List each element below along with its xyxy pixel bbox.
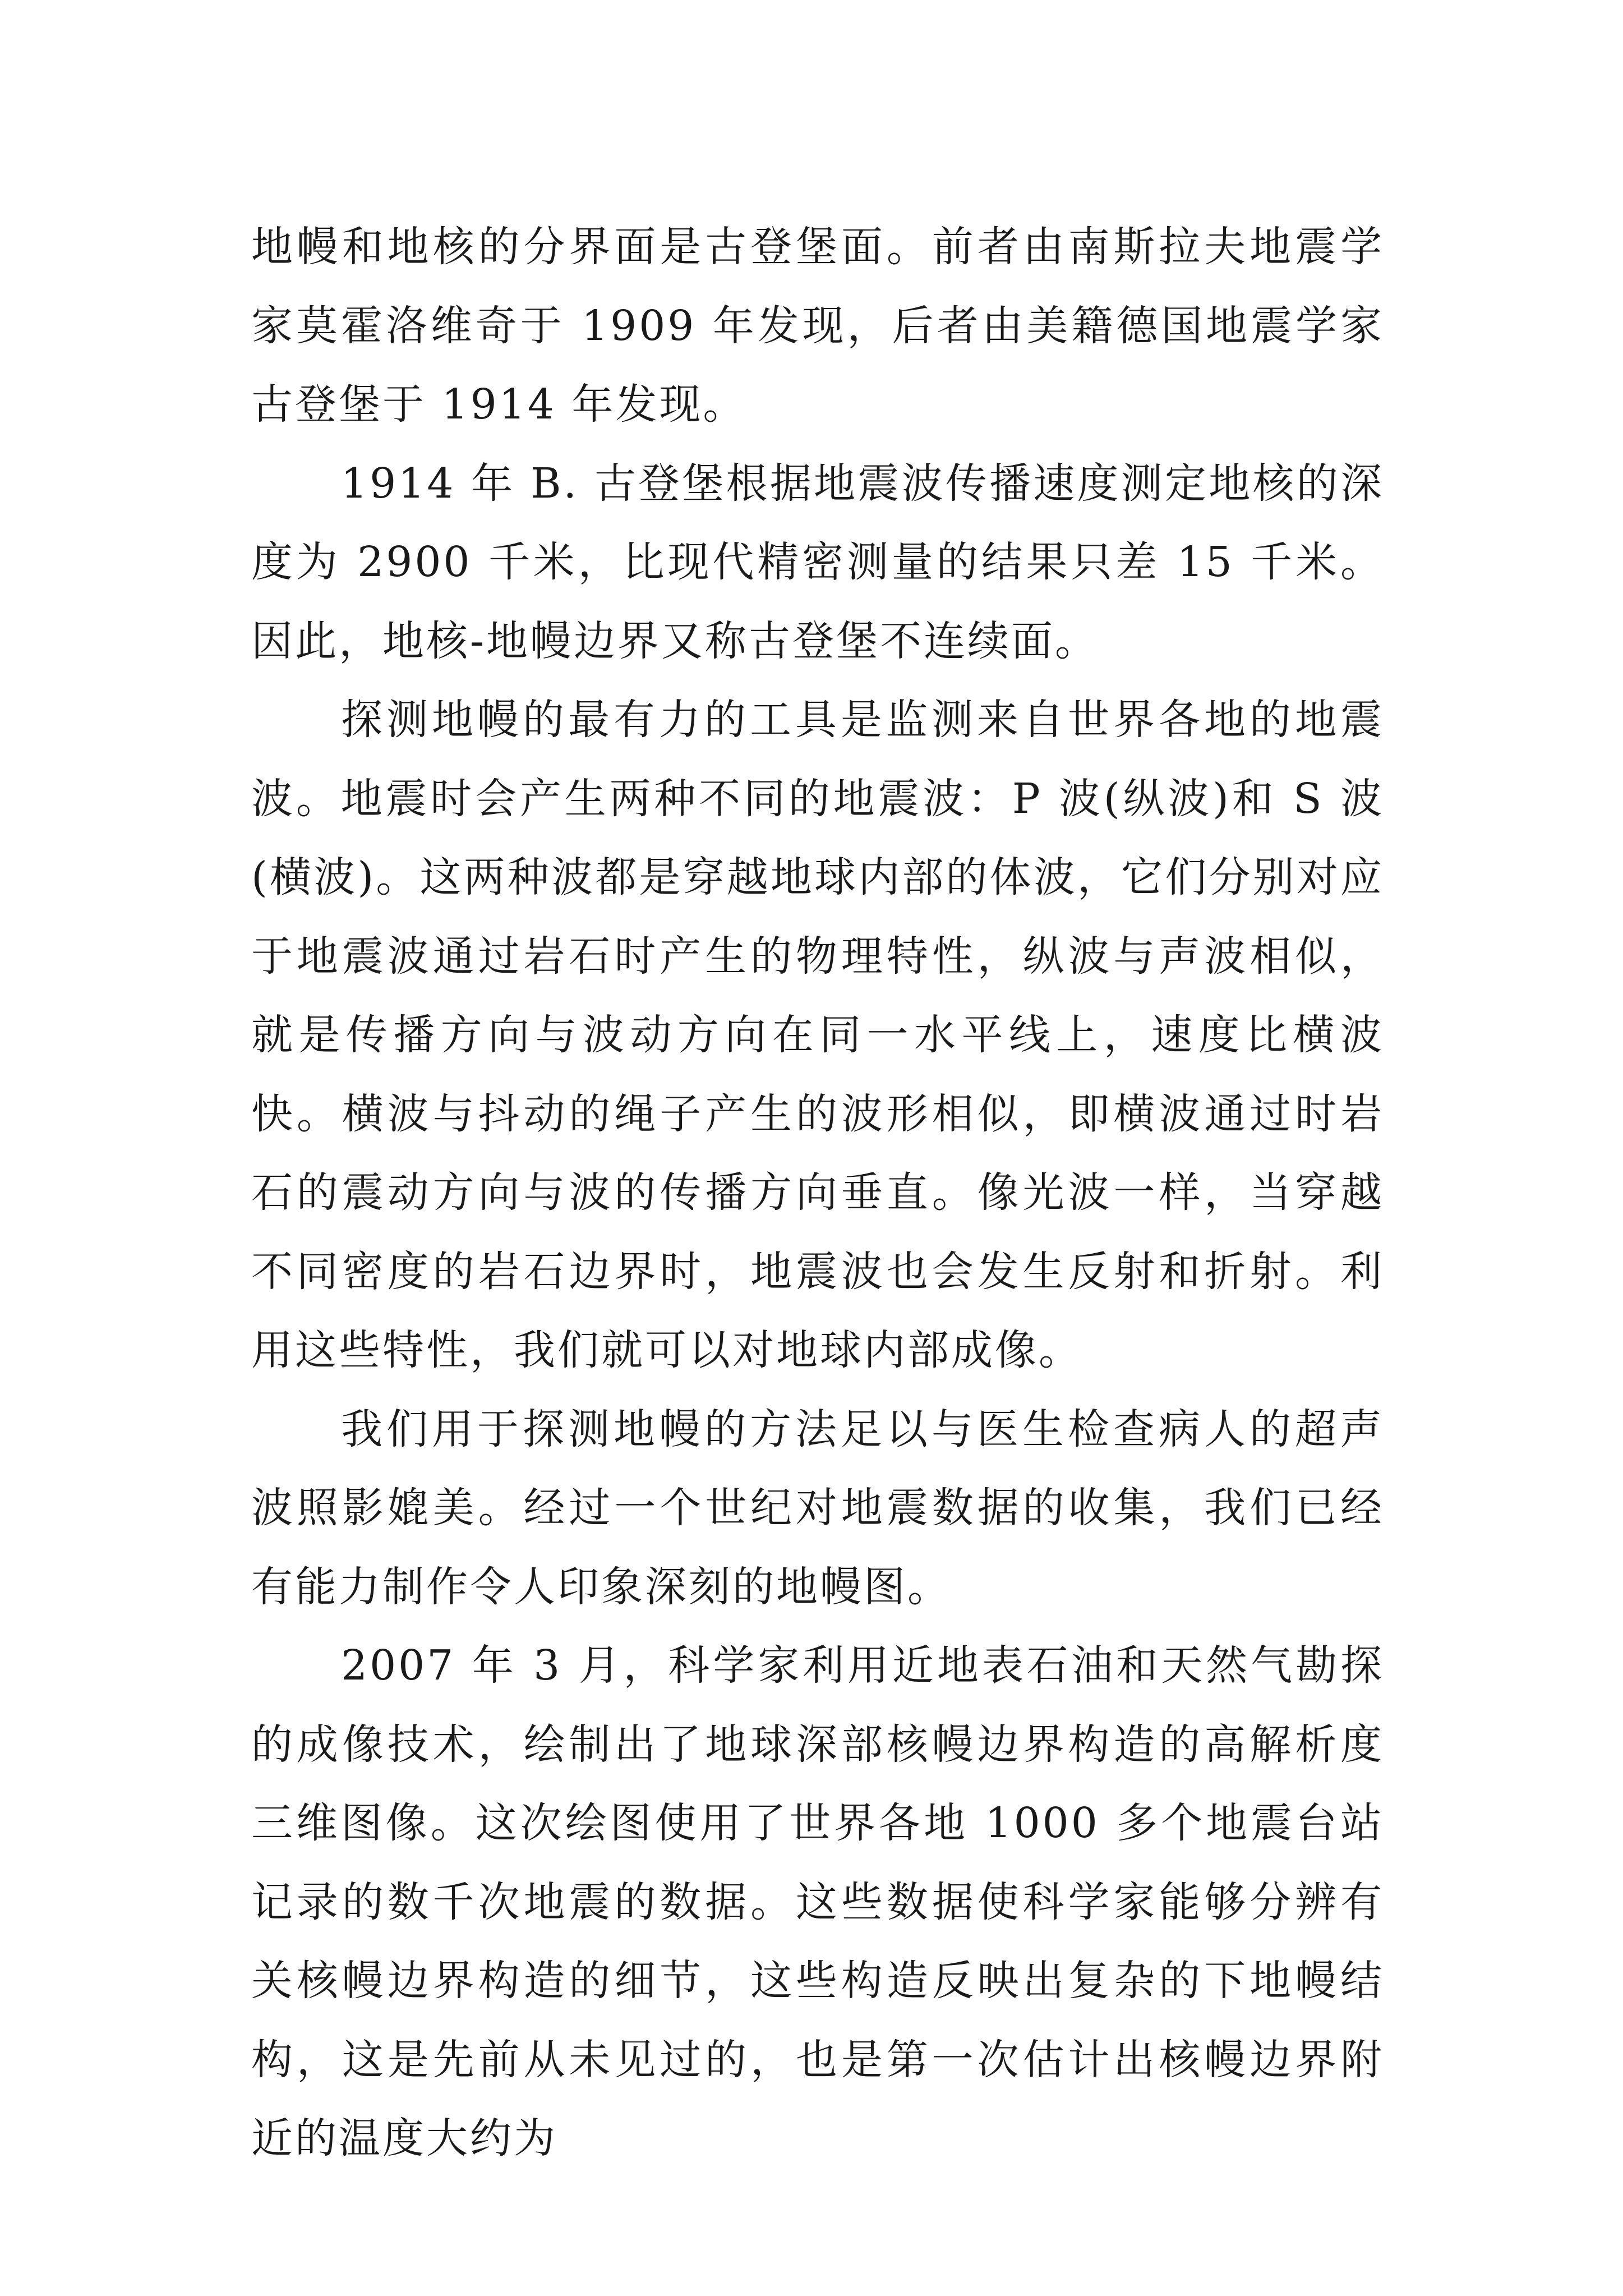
- paragraph-seismic-waves: 探测地幔的最有力的工具是监测来自世界各地的地震波。地震时会产生两种不同的地震波：P 波(纵波)和 S 波(横波)。这两种波都是穿越地球内部的体波，它们分别对应于地震波通过岩石时产生的物理特性，纵波与声波相似，就是传播方向与波动方向在同一水平线上，速度比横波快。横波与抖动的绳子产生的波形相似，即横波通过时岩石的震动方向与波的传播方向垂直。像光波一样，当穿越不同密度的岩石边界时，地震波也会发生反射和折射。利用这些特性，我们就可以对地球内部成像。: [251, 696, 1384, 1374]
- paragraph-ultrasound-comparison: 我们用于探测地幔的方法足以与医生检查病人的超声波照影媲美。经过一个世纪对地震数据的收集，我们已经有能力制作令人印象深刻的地幔图。: [251, 1405, 1384, 1611]
- paragraph-2007-imaging: 2007 年 3 月，科学家利用近地表石油和天然气勘探的成像技术，绘制出了地球深部核幔边界构造的高解析度三维图像。这次绘图使用了世界各地 1000 多个地震台站记录的数千次地震的数据。这些数据使科学家能够分辨有关核幔边界构造的细节，这些构造反映出复杂的下地幔结构，这是先前从未见过的，也是第一次估计出核幔边界附近的温度大约为: [251, 1641, 1384, 2162]
- paragraph-gutenberg-depth: 1914 年 B. 古登堡根据地震波传播速度测定地核的深度为 2900 千米，比现代精密测量的结果只差 15 千米。因此，地核-地幔边界又称古登堡不连续面。: [251, 459, 1384, 665]
- paragraph-continuation: 地幔和地核的分界面是古登堡面。前者由南斯拉夫地震学家莫霍洛维奇于 1909 年发现，后者由美籍德国地震学家古登堡于 1914 年发现。: [251, 223, 1384, 429]
- document-body: [251, 208, 1384, 2178]
